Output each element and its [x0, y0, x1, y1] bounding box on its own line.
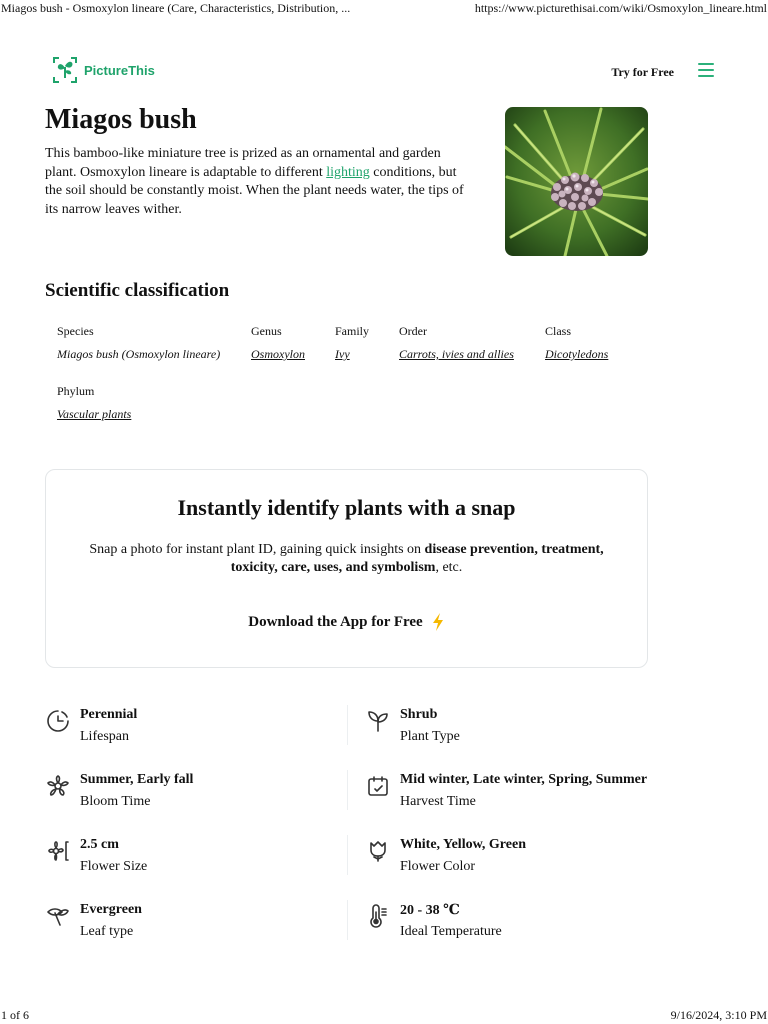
phylum-label: Phylum	[57, 384, 95, 398]
flower-icon	[46, 774, 70, 798]
genus-label: Genus	[251, 324, 282, 338]
sprout-icon	[366, 709, 390, 733]
flower-size-value: 2.5 cm	[80, 837, 119, 852]
plant-description	[45, 145, 475, 219]
genus-link[interactable]: Osmoxylon	[251, 347, 305, 361]
description-text-end: conditions, but the soil should be constantly moist. When the plant needs water, the tips of its narrow leaves wither.	[45, 164, 464, 217]
calendar-icon	[366, 774, 390, 798]
temperature-label: Ideal Temperature	[400, 924, 502, 939]
hamburger-menu-icon[interactable]	[698, 63, 714, 77]
classification-species	[57, 324, 220, 362]
classification-phylum	[57, 384, 131, 422]
order-label: Order	[399, 324, 427, 338]
plant-type-label: Plant Type	[400, 729, 460, 744]
feature-temperature	[366, 902, 666, 952]
classification-order	[399, 324, 514, 362]
feature-flower-size	[46, 837, 336, 887]
family-link[interactable]: Ivy	[335, 347, 350, 361]
flower-size-label: Flower Size	[80, 859, 148, 874]
leaf-icon	[46, 904, 70, 928]
feature-divider	[347, 835, 348, 875]
promo-text-bold: disease prevention, treatment, toxicity, care, uses, and symbolism	[230, 542, 604, 575]
feature-bloom-time	[46, 772, 336, 822]
promo-text-end: , etc.	[435, 560, 463, 575]
classification-title: Scientific classification	[45, 280, 230, 301]
feature-divider	[347, 705, 348, 745]
feature-leaf-type	[46, 902, 336, 952]
family-label: Family	[335, 324, 370, 338]
lifespan-value: Perennial	[80, 707, 138, 722]
harvest-time-label: Harvest Time	[400, 794, 476, 809]
flower-color-value: White, Yellow, Green	[400, 837, 526, 852]
print-header	[0, 0, 768, 18]
download-app-button[interactable]	[248, 613, 444, 631]
download-app-label: Download the App for Free	[248, 613, 423, 630]
print-datetime: 9/16/2024, 3:10 PM	[670, 1008, 767, 1022]
brand-logo[interactable]	[52, 56, 155, 84]
classification-genus	[251, 324, 305, 362]
description-text-start: This bamboo-like miniature tree is prized as an ornamental and garden plant. Osmoxylon lineare is adaptable to different	[45, 146, 441, 180]
order-link[interactable]: Carrots, ivies and allies	[399, 347, 514, 361]
class-label: Class	[545, 324, 572, 338]
clock-arc-icon	[46, 709, 70, 733]
flower-ruler-icon	[46, 839, 70, 863]
species-label: Species	[57, 324, 94, 338]
try-for-free-link[interactable]: Try for Free	[611, 65, 674, 79]
print-page-url: https://www.picturethisai.com/wiki/Osmoxylon_lineare.html	[474, 1, 767, 15]
lifespan-label: Lifespan	[80, 729, 129, 744]
brand-name: PictureThis	[84, 62, 155, 78]
page-title: Miagos bush	[45, 104, 197, 135]
leaf-type-label: Leaf type	[80, 924, 134, 939]
feature-plant-type	[366, 707, 666, 757]
feature-divider	[347, 900, 348, 940]
leaf-type-value: Evergreen	[80, 902, 142, 917]
flower-color-label: Flower Color	[400, 859, 476, 874]
plant-type-value: Shrub	[400, 707, 438, 722]
print-footer	[0, 1006, 768, 1024]
temperature-value: 20 - 38 ℃	[400, 903, 460, 918]
species-value: Miagos bush (Osmoxylon lineare)	[57, 347, 221, 361]
harvest-time-value: Mid winter, Late winter, Spring, Summer	[400, 772, 648, 787]
print-page-title: Miagos bush - Osmoxylon lineare (Care, Characteristics, Distribution, ...	[1, 1, 351, 15]
promo-text	[87, 541, 607, 577]
feature-divider	[347, 770, 348, 810]
class-link[interactable]: Dicotyledons	[545, 347, 609, 361]
bloom-time-label: Bloom Time	[80, 794, 151, 809]
print-page-number: 1 of 6	[1, 1008, 29, 1022]
phylum-link[interactable]: Vascular plants	[57, 407, 132, 421]
feature-harvest-time	[366, 772, 666, 822]
classification-family	[335, 324, 369, 362]
classification-class	[545, 324, 608, 362]
promo-title: Instantly identify plants with a snap	[177, 495, 516, 520]
lightning-bolt-icon	[431, 613, 445, 631]
site-header	[52, 56, 716, 88]
plant-photo	[505, 107, 648, 256]
lighting-link[interactable]: lighting	[326, 164, 370, 180]
bloom-time-value: Summer, Early fall	[80, 772, 194, 787]
app-promo-card	[45, 469, 648, 668]
feature-flower-color	[366, 837, 666, 887]
thermometer-icon	[366, 904, 390, 928]
tulip-icon	[366, 839, 390, 863]
feature-lifespan	[46, 707, 336, 757]
promo-text-start: Snap a photo for instant plant ID, gaining quick insights on	[89, 542, 425, 557]
picturethis-logo-icon	[52, 56, 78, 84]
